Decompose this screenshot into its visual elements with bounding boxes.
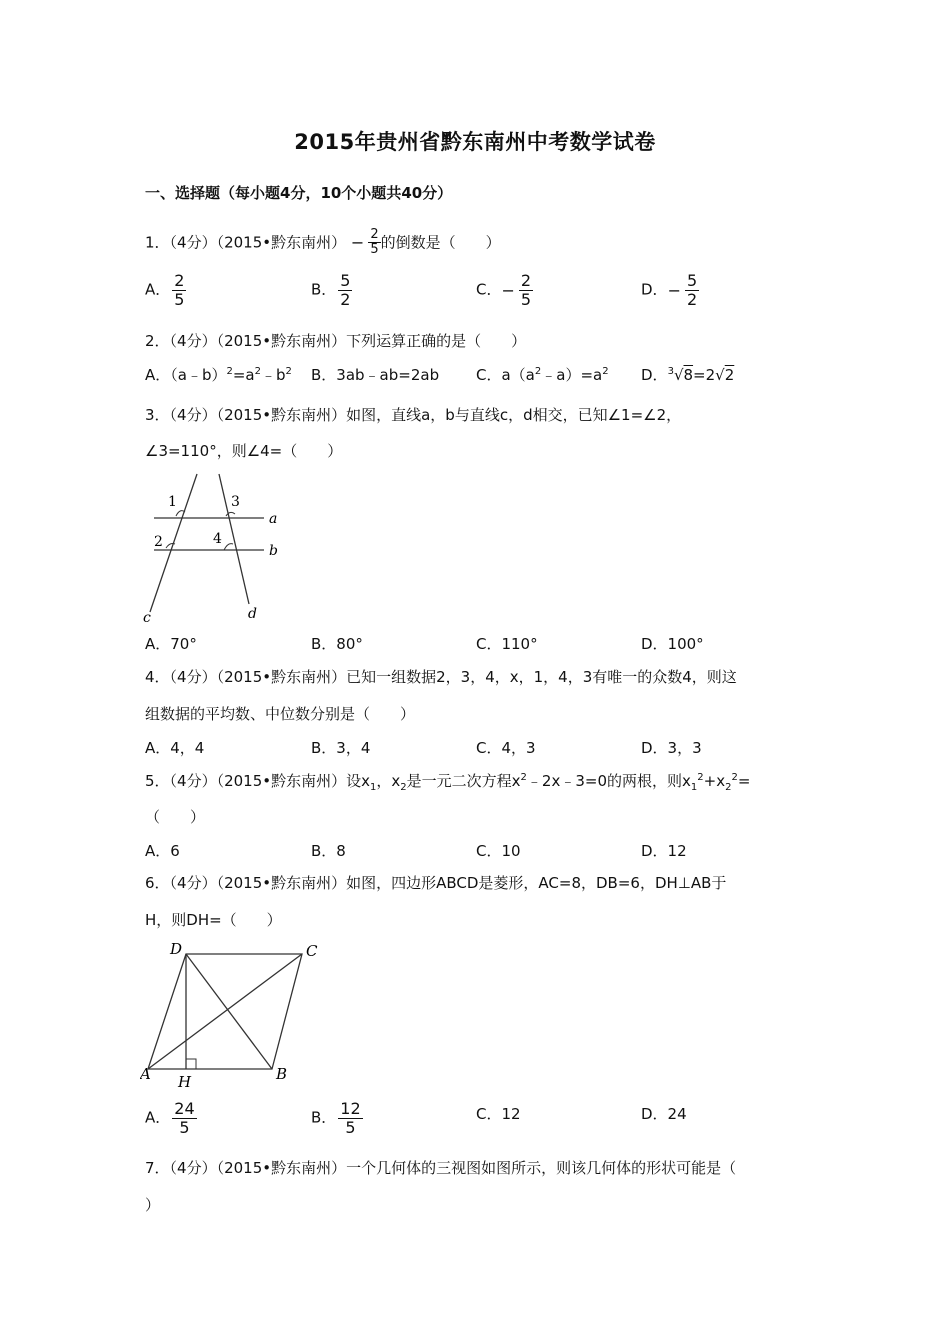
q2-a-exp1: 2 [226, 366, 233, 377]
q1-a-den: 5 [174, 289, 185, 309]
q1-option-a[interactable] [145, 272, 186, 308]
q5-sub4: 2 [725, 782, 732, 793]
q5-option-c[interactable]: C．10 [476, 842, 521, 860]
q5-option-a[interactable]: A．6 [145, 842, 180, 860]
q1-c-sign: − [501, 280, 515, 300]
angle4-arc [224, 544, 233, 550]
q2-d-label: D． [641, 366, 668, 384]
q6-a-num: 24 [174, 1099, 195, 1118]
q1-d-label: D． [641, 280, 668, 299]
q3-figure [140, 470, 290, 625]
angle3-label: 3 [231, 494, 240, 510]
vertex-a-label: A [140, 1065, 151, 1083]
question-3-line2: ∠3=110°，则∠4=（ ） [145, 442, 343, 460]
q2-c-text1: a（a [501, 366, 535, 384]
angle4-label: 4 [213, 531, 222, 547]
diagonal-db [186, 954, 272, 1069]
q2-a-exp2: 2 [254, 366, 261, 377]
question-7-line1: 7．（4分）（2015•黔东南州）一个几何体的三视图如图所示，则该几何体的形状可能是（ [145, 1159, 737, 1177]
q3-option-d[interactable]: D．100° [641, 635, 704, 653]
q6-figure [140, 938, 325, 1093]
q1-b-num: 5 [340, 271, 351, 290]
question-5-line2: （ ） [145, 808, 206, 826]
right-angle-mark [186, 1059, 196, 1069]
q5-pre: 5．（4分）（2015•黔东南州）设x [145, 772, 370, 790]
q2-d-root-index: 3 [667, 366, 674, 377]
q1-b-den: 2 [340, 289, 351, 309]
question-4-line1: 4．（4分）（2015•黔东南州）已知一组数据2，3，4，x，1，4，3有唯一的众数4，则这 [145, 668, 737, 686]
radical-icon: √ [715, 366, 725, 384]
q2-b-text: 3ab﹣ab=2ab [336, 366, 440, 384]
q2-option-a[interactable] [145, 364, 292, 385]
q5-sub2: 2 [400, 782, 407, 793]
q1-stem-post: 的倒数是（ ） [380, 233, 501, 252]
q6-b-num: 12 [340, 1099, 361, 1118]
diagonal-ac [148, 954, 302, 1069]
page-title: 2015年贵州省黔东南州中考数学试卷 [294, 130, 656, 154]
q3-option-b[interactable]: B．80° [311, 635, 363, 653]
q6-a-label: A． [145, 1108, 171, 1127]
question-6-line1: 6．（4分）（2015•黔东南州）如图，四边形ABCD是菱形，AC=8，DB=6，DH⊥AB于 [145, 874, 727, 892]
q6-a-den: 5 [179, 1117, 190, 1137]
q5-option-b[interactable]: B．8 [311, 842, 346, 860]
q2-a-label: A． [145, 366, 171, 384]
q1-option-b[interactable] [311, 272, 352, 308]
q1-a-num: 2 [174, 271, 185, 290]
question-4-line2: 组数据的平均数、中位数分别是（ ） [145, 705, 416, 723]
q1-frac-den: 5 [370, 242, 379, 258]
q3-option-c[interactable]: C．110° [476, 635, 538, 653]
q6-b-fraction [338, 1100, 362, 1136]
q2-d-radicand2: 2 [724, 366, 735, 384]
angle1-label: 1 [168, 494, 177, 510]
line-c-label: c [143, 610, 151, 625]
q6-option-a[interactable] [145, 1100, 197, 1136]
q1-b-label: B． [311, 280, 337, 299]
q1-c-fraction [519, 272, 533, 308]
q5-mid3: ﹣2x﹣3=0的两根，则x [526, 772, 691, 790]
section-heading: 一、选择题（每小题4分，10个小题共40分） [145, 184, 453, 202]
q2-c-exp1: 2 [534, 366, 542, 377]
q1-option-c[interactable] [476, 272, 533, 308]
q6-option-c[interactable]: C．12 [476, 1105, 521, 1123]
q4-option-c[interactable]: C．4，3 [476, 739, 536, 757]
q2-c-text2: ﹣a）=a [541, 366, 603, 384]
q1-option-d[interactable] [641, 272, 699, 308]
line-a-label: a [269, 511, 278, 527]
question-1-stem [145, 228, 501, 258]
vertex-b-label: B [276, 1065, 288, 1083]
q1-c-num: 2 [520, 271, 532, 290]
q4-option-a[interactable]: A．4，4 [145, 739, 205, 757]
q1-d-den: 2 [686, 289, 698, 309]
question-3-line1: 3．（4分）（2015•黔东南州）如图，直线a，b与直线c，d相交，已知∠1=∠2， [145, 406, 682, 424]
q2-a-mid2: ﹣b [261, 366, 286, 384]
q2-b-label: B． [311, 366, 337, 384]
q1-frac-num: 2 [370, 227, 379, 242]
q5-mid1: ，x [376, 772, 401, 790]
q5-mid4: +x [703, 772, 726, 790]
q5-sub1: 1 [370, 782, 377, 793]
q5-option-d[interactable]: D．12 [641, 842, 687, 860]
q6-a-fraction [172, 1100, 196, 1136]
line-b-label: b [269, 543, 278, 559]
angle2-label: 2 [154, 534, 163, 550]
q2-d-mid: =2 [693, 366, 716, 384]
q2-c-exp2: 2 [602, 366, 609, 377]
q1-stem-pre: 1．（4分）（2015•黔东南州） [145, 233, 347, 252]
q1-a-fraction [172, 272, 186, 308]
q2-a-mid: =a [232, 366, 255, 384]
q2-c-label: C． [476, 366, 502, 384]
radical-icon: √ [673, 366, 684, 384]
q1-b-fraction [338, 272, 352, 308]
q5-end: = [737, 772, 751, 790]
q2-a-exp3: 2 [285, 366, 292, 377]
q5-sub3: 1 [690, 782, 698, 793]
q1-a-label: A． [145, 280, 171, 299]
question-7-line2: ） [145, 1196, 161, 1214]
q1-c-label: C． [476, 280, 502, 299]
q6-b-label: B． [311, 1108, 337, 1127]
q1-d-num: 5 [686, 271, 698, 290]
question-6-line2: H，则DH=（ ） [145, 911, 282, 929]
q6-b-den: 5 [345, 1117, 356, 1137]
question-2-stem: 2．（4分）（2015•黔东南州）下列运算正确的是（ ） [145, 332, 527, 350]
q5-mid2: 是一元二次方程x [406, 772, 521, 790]
line-d-label: d [248, 606, 257, 622]
q1-fraction [368, 228, 380, 258]
q2-a-text: （a﹣b） [170, 366, 227, 384]
q1-c-den: 5 [520, 289, 532, 309]
q2-option-c[interactable] [476, 364, 609, 385]
q5-exp2: 2 [697, 772, 704, 783]
vertex-d-label: D [170, 940, 183, 958]
q1-neg-sign: − [350, 233, 365, 253]
q2-option-d[interactable] [641, 364, 734, 385]
q6-option-b[interactable] [311, 1100, 363, 1136]
question-5-line1 [145, 770, 750, 793]
vertex-c-label: C [306, 942, 318, 960]
q6-option-d[interactable]: D．24 [641, 1105, 687, 1123]
q4-option-b[interactable]: B．3，4 [311, 739, 371, 757]
q4-option-d[interactable]: D．3，3 [641, 739, 702, 757]
q1-d-fraction [685, 272, 699, 308]
q5-exp1: 2 [520, 772, 527, 783]
q3-option-a[interactable]: A．70° [145, 635, 197, 653]
q2-option-b[interactable] [311, 364, 439, 385]
q5-exp3: 2 [731, 772, 738, 783]
q2-d-radicand1: 8 [683, 366, 694, 384]
point-h-label: H [178, 1073, 192, 1091]
q1-d-sign: − [667, 280, 681, 300]
